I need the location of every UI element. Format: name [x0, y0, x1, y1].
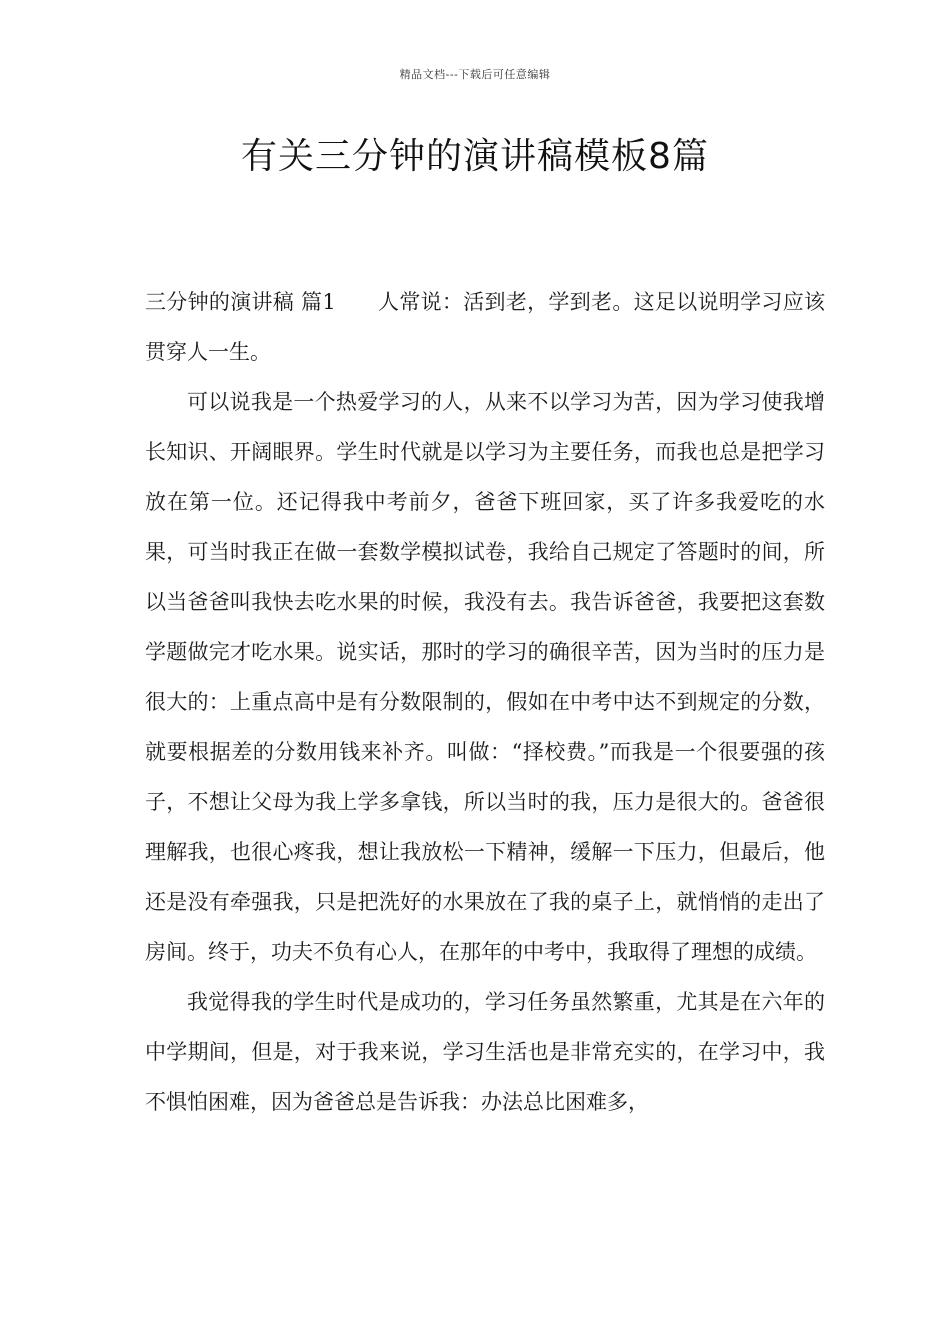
paragraph: 我觉得我的学生时代是成功的，学习任务虽然繁重，尤其是在六年的中学期间，但是，对于我来说，学习生活也是非常充实的，在学习中，我不惧怕困难，因为爸爸总是告诉我：办法总比困难多， [145, 990, 825, 1114]
paragraph-text: 人常说：活到老，学到老。这足以说明学习应该贯穿人一生。 [145, 290, 825, 364]
document-title: 有关三分钟的演讲稿模板8篇 [241, 136, 709, 177]
paragraph: 可以说我是一个热爱学习的人，从来不以学习为苦，因为学习使我增长知识、开阔眼界。学生时代就是以学习为主要任务，而我也总是把学习放在第一位。还记得我中考前夕，爸爸下班回家，买了许多我爱吃的水果，可当时我正在做一套数学模拟试卷，我给自己规定了答题时的间，所以当爸爸叫我快去吃水果的时候，我没有去。我告诉爸爸，我要把这套数学题做完才吃水果。说实话，那时的学习的确很辛苦，因为当时的压力是很大的：上重点高中是有分数限制的，假如在中考中达不到规定的分数，就要根据差的分数用钱来补齐。叫做：“择校费。”而我是一个很要强的孩子，不想让父母为我上学多拿钱，所以当时的我，压力是很大的。爸爸很理解我，也很心疼我，想让我放松一下精神，缓解一下压力，但最后，他还是没有牵强我，只是把洗好的水果放在了我的桌子上，就悄悄的走出了房间。终于，功夫不负有心人，在那年的中考中，我取得了理想的成绩。 [145, 390, 825, 964]
header-note: 精品文档---下载后可任意编辑 [399, 68, 551, 81]
document-body [145, 277, 825, 1127]
section-label: 三分钟的演讲稿 篇1 [145, 290, 336, 314]
first-paragraph [145, 277, 825, 377]
